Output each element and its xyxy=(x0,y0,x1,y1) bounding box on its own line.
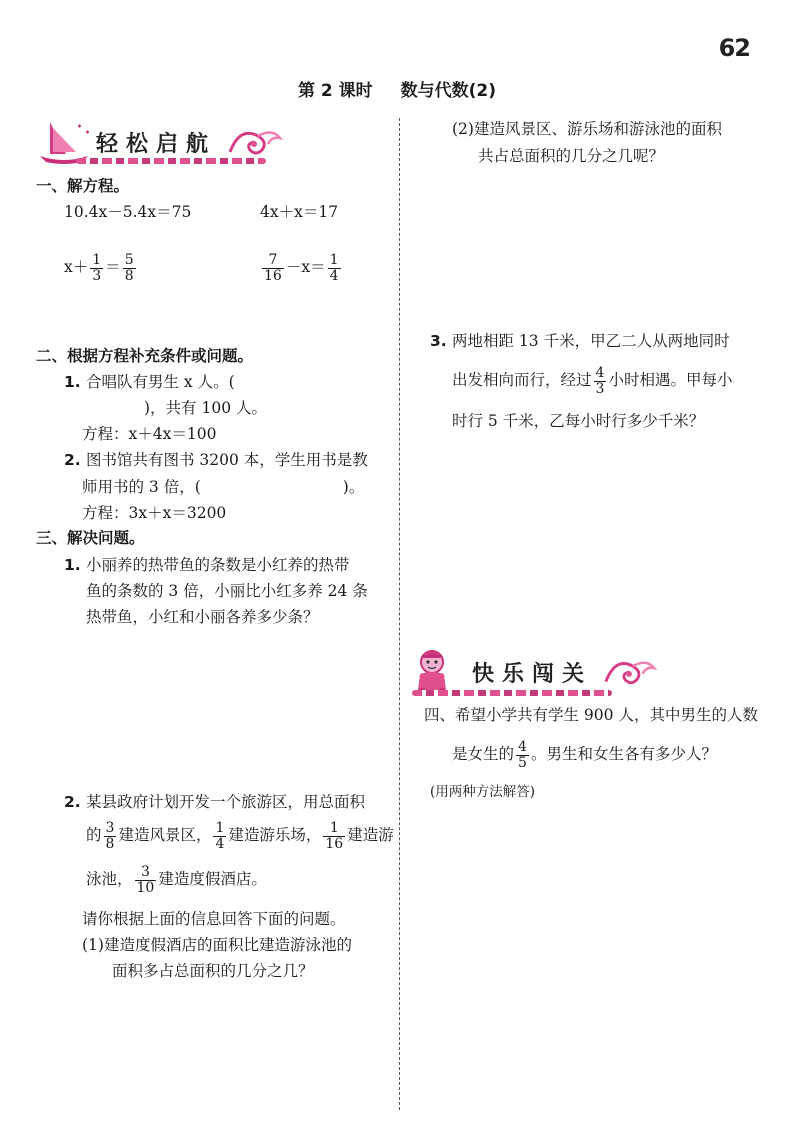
equation-4: $\frac{7}{16}$ －x＝ $\frac{1}{4}$ xyxy=(264,252,339,284)
column-divider xyxy=(399,118,400,1110)
s2-q1-line1: 合唱队有男生 x 人。( xyxy=(86,373,235,391)
page-number: 62 xyxy=(718,34,750,62)
banner-easy-start xyxy=(36,118,306,166)
banner-happy-challenge-text: 快乐闯关 xyxy=(472,661,593,687)
section-1-heading: 一、解方程。 xyxy=(36,177,130,195)
s3-q1-line3: 热带鱼，小红和小丽各养多少条？ xyxy=(86,608,319,626)
section-3-heading: 三、解决问题。 xyxy=(36,529,145,547)
s3-q3-line3: 时行 5 千米，乙每小时行多少千米？ xyxy=(452,412,705,430)
lesson-label: 第 2 课时 xyxy=(297,81,373,101)
s3-q2-sub2-line1: (2)建造风景区、游乐场和游泳池的面积 xyxy=(452,120,722,138)
s3-q2-line3: 泳池， $\frac{3}{10}$ 建造度假酒店。 xyxy=(86,864,267,896)
s2-q2-line2: 师用书的 3 倍，( )。 xyxy=(82,478,365,496)
s2-q2-number: 2. xyxy=(64,451,81,469)
equation-1: 10.4x－5.4x＝75 xyxy=(64,203,192,221)
s3-q2-number: 2. xyxy=(64,793,81,811)
page-title xyxy=(0,76,794,101)
banner-decor-stripe xyxy=(76,158,266,164)
s2-q1-number: 1. xyxy=(64,373,81,391)
s3-q3-line1: 两地相距 13 千米，甲乙二人从两地同时 xyxy=(452,332,730,350)
s3-q1-line1: 小丽养的热带鱼的条数是小红养的热带 xyxy=(86,556,350,574)
s3-q3-line2: 出发相向而行，经过 $\frac{4}{3}$ 小时相遇。甲每小 xyxy=(452,365,733,397)
s3-q1-number: 1. xyxy=(64,556,81,574)
s4-note: (用两种方法解答) xyxy=(430,784,536,800)
s3-q2-sub1-line1: (1)建造度假酒店的面积比建造游泳池的 xyxy=(82,936,352,954)
topic-label: 数与代数(2) xyxy=(400,81,497,101)
swirl-ornament-icon xyxy=(600,651,658,693)
s2-q2-equation: 方程：3x＋x＝3200 xyxy=(82,504,227,522)
equation-3: x＋ $\frac{1}{3}$ ＝ $\frac{5}{8}$ xyxy=(64,252,134,284)
equation-2: 4x＋x＝17 xyxy=(260,203,339,221)
s3-q2-line1: 某县政府计划开发一个旅游区，用总面积 xyxy=(86,793,366,811)
swirl-ornament-icon xyxy=(224,122,284,162)
s3-q2-line2: 的 $\frac{3}{8}$ 建造风景区， $\frac{1}{4}$ 建造游乐场， $\frac{1}{16}$ 建造游 xyxy=(86,820,394,852)
s3-q3-number: 3. xyxy=(430,332,447,350)
s2-q1-equation: 方程：x＋4x＝100 xyxy=(82,425,217,443)
banner-easy-start-text: 轻松启航 xyxy=(96,131,217,157)
banner-decor-stripe xyxy=(412,690,612,696)
s3-q1-line2: 鱼的条数的 3 倍，小丽比小红多养 24 条 xyxy=(86,582,368,600)
s2-q1-line2: )，共有 100 人。 xyxy=(144,399,267,417)
s3-q2-sub1-line2: 面积多占总面积的几分之几？ xyxy=(112,962,314,980)
s3-q2-sub2-line2: 共占总面积的几分之几呢？ xyxy=(478,147,665,165)
section-2-heading: 二、根据方程补充条件或问题。 xyxy=(36,347,254,365)
s4-line2: 是女生的 $\frac{4}{5}$ 。男生和女生各有多少人？ xyxy=(452,739,717,771)
s3-q2-line4: 请你根据上面的信息回答下面的问题。 xyxy=(82,910,346,928)
s2-q2-line1: 图书馆共有图书 3200 本，学生用书是教 xyxy=(86,451,368,469)
s4-line1: 四、希望小学共有学生 900 人，其中男生的人数 xyxy=(424,706,758,724)
banner-happy-challenge xyxy=(406,646,676,698)
